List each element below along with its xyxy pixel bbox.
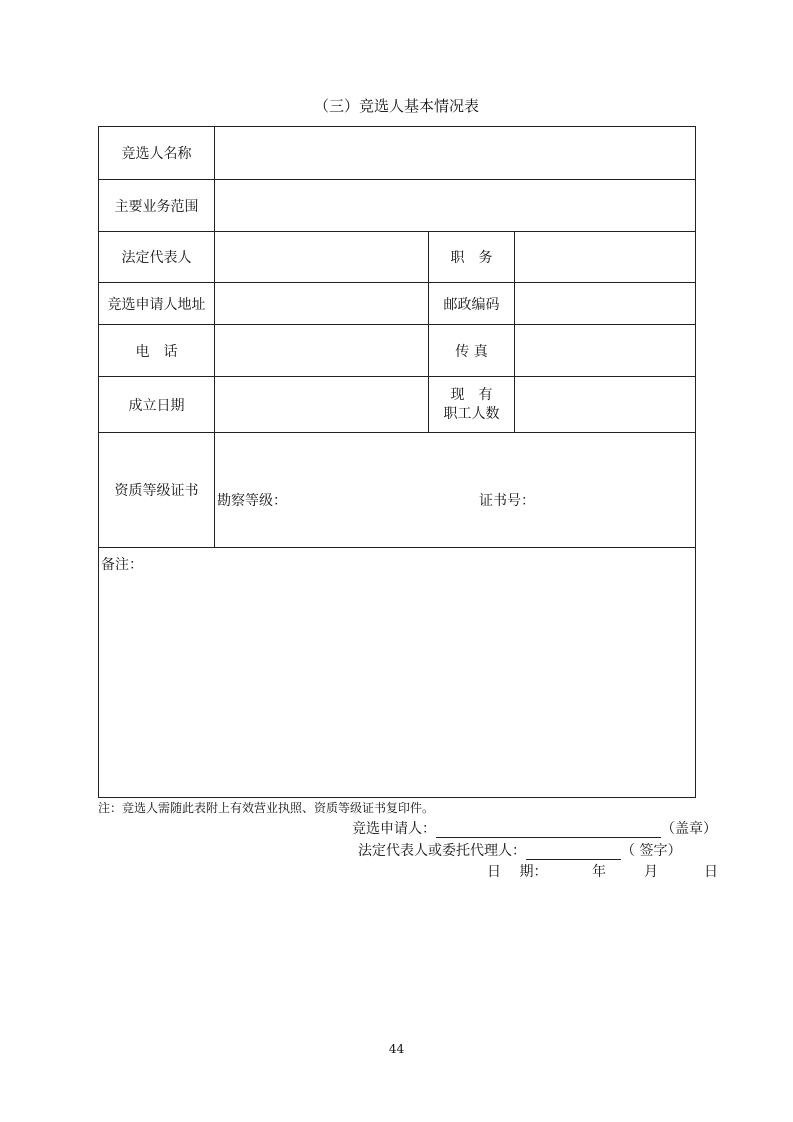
- applicant-seal-line[interactable]: [436, 823, 661, 838]
- postcode-field[interactable]: [515, 283, 696, 325]
- address-label: 竞选申请人地址: [99, 283, 215, 325]
- legal-rep-field[interactable]: [215, 232, 429, 283]
- founded-date-field[interactable]: [215, 377, 429, 433]
- page-title: （三）竞选人基本情况表: [313, 97, 479, 115]
- fax-label: 传 真: [429, 325, 515, 377]
- fax-field[interactable]: [515, 325, 696, 377]
- date-day: 日: [704, 864, 718, 880]
- date-label: 日 期：: [487, 864, 548, 880]
- name-field[interactable]: [215, 127, 696, 180]
- applicant-info-table: [98, 126, 696, 798]
- legal-rep-label: 法定代表人: [99, 232, 215, 283]
- staff-count-label-line1: 现 有: [450, 386, 493, 403]
- staff-count-field[interactable]: [515, 377, 696, 433]
- footnote: 注：竞选人需随此表附上有效营业执照、资质等级证书复印件。: [98, 801, 435, 815]
- applicant-signature-row: [352, 818, 717, 838]
- qualification-cert-label: 资质等级证书: [99, 433, 215, 548]
- position-field[interactable]: [515, 232, 696, 283]
- rep-signature-line[interactable]: [526, 845, 621, 860]
- cert-number-label: 证书号：: [479, 493, 535, 509]
- business-scope-label: 主要业务范围: [99, 180, 215, 232]
- remarks-cell[interactable]: [99, 548, 696, 798]
- applicant-suffix: （盖章）: [661, 821, 717, 837]
- staff-count-label: [429, 377, 515, 433]
- survey-grade-label: 勘察等级：: [217, 493, 287, 509]
- phone-label: 电 话: [99, 325, 215, 377]
- applicant-label: 竞选申请人：: [352, 821, 436, 837]
- rep-signature-suffix: （ 签字）: [621, 843, 682, 859]
- qualification-cert-cell[interactable]: [215, 433, 696, 548]
- date-month: 月: [644, 864, 658, 880]
- rep-signature-row: [358, 840, 681, 860]
- date-year: 年: [592, 864, 606, 880]
- name-label: 竞选人名称: [99, 127, 215, 180]
- postcode-label: 邮政编码: [429, 283, 515, 325]
- staff-count-label-line2: 职工人数: [443, 405, 500, 422]
- address-field[interactable]: [215, 283, 429, 325]
- remarks-label: 备注：: [101, 557, 143, 573]
- business-scope-field[interactable]: [215, 180, 696, 232]
- page-number: 44: [388, 1042, 405, 1056]
- founded-date-label: 成立日期: [99, 377, 215, 433]
- phone-field[interactable]: [215, 325, 429, 377]
- rep-signature-label: 法定代表人或委托代理人：: [358, 843, 526, 859]
- position-label: 职 务: [429, 232, 515, 283]
